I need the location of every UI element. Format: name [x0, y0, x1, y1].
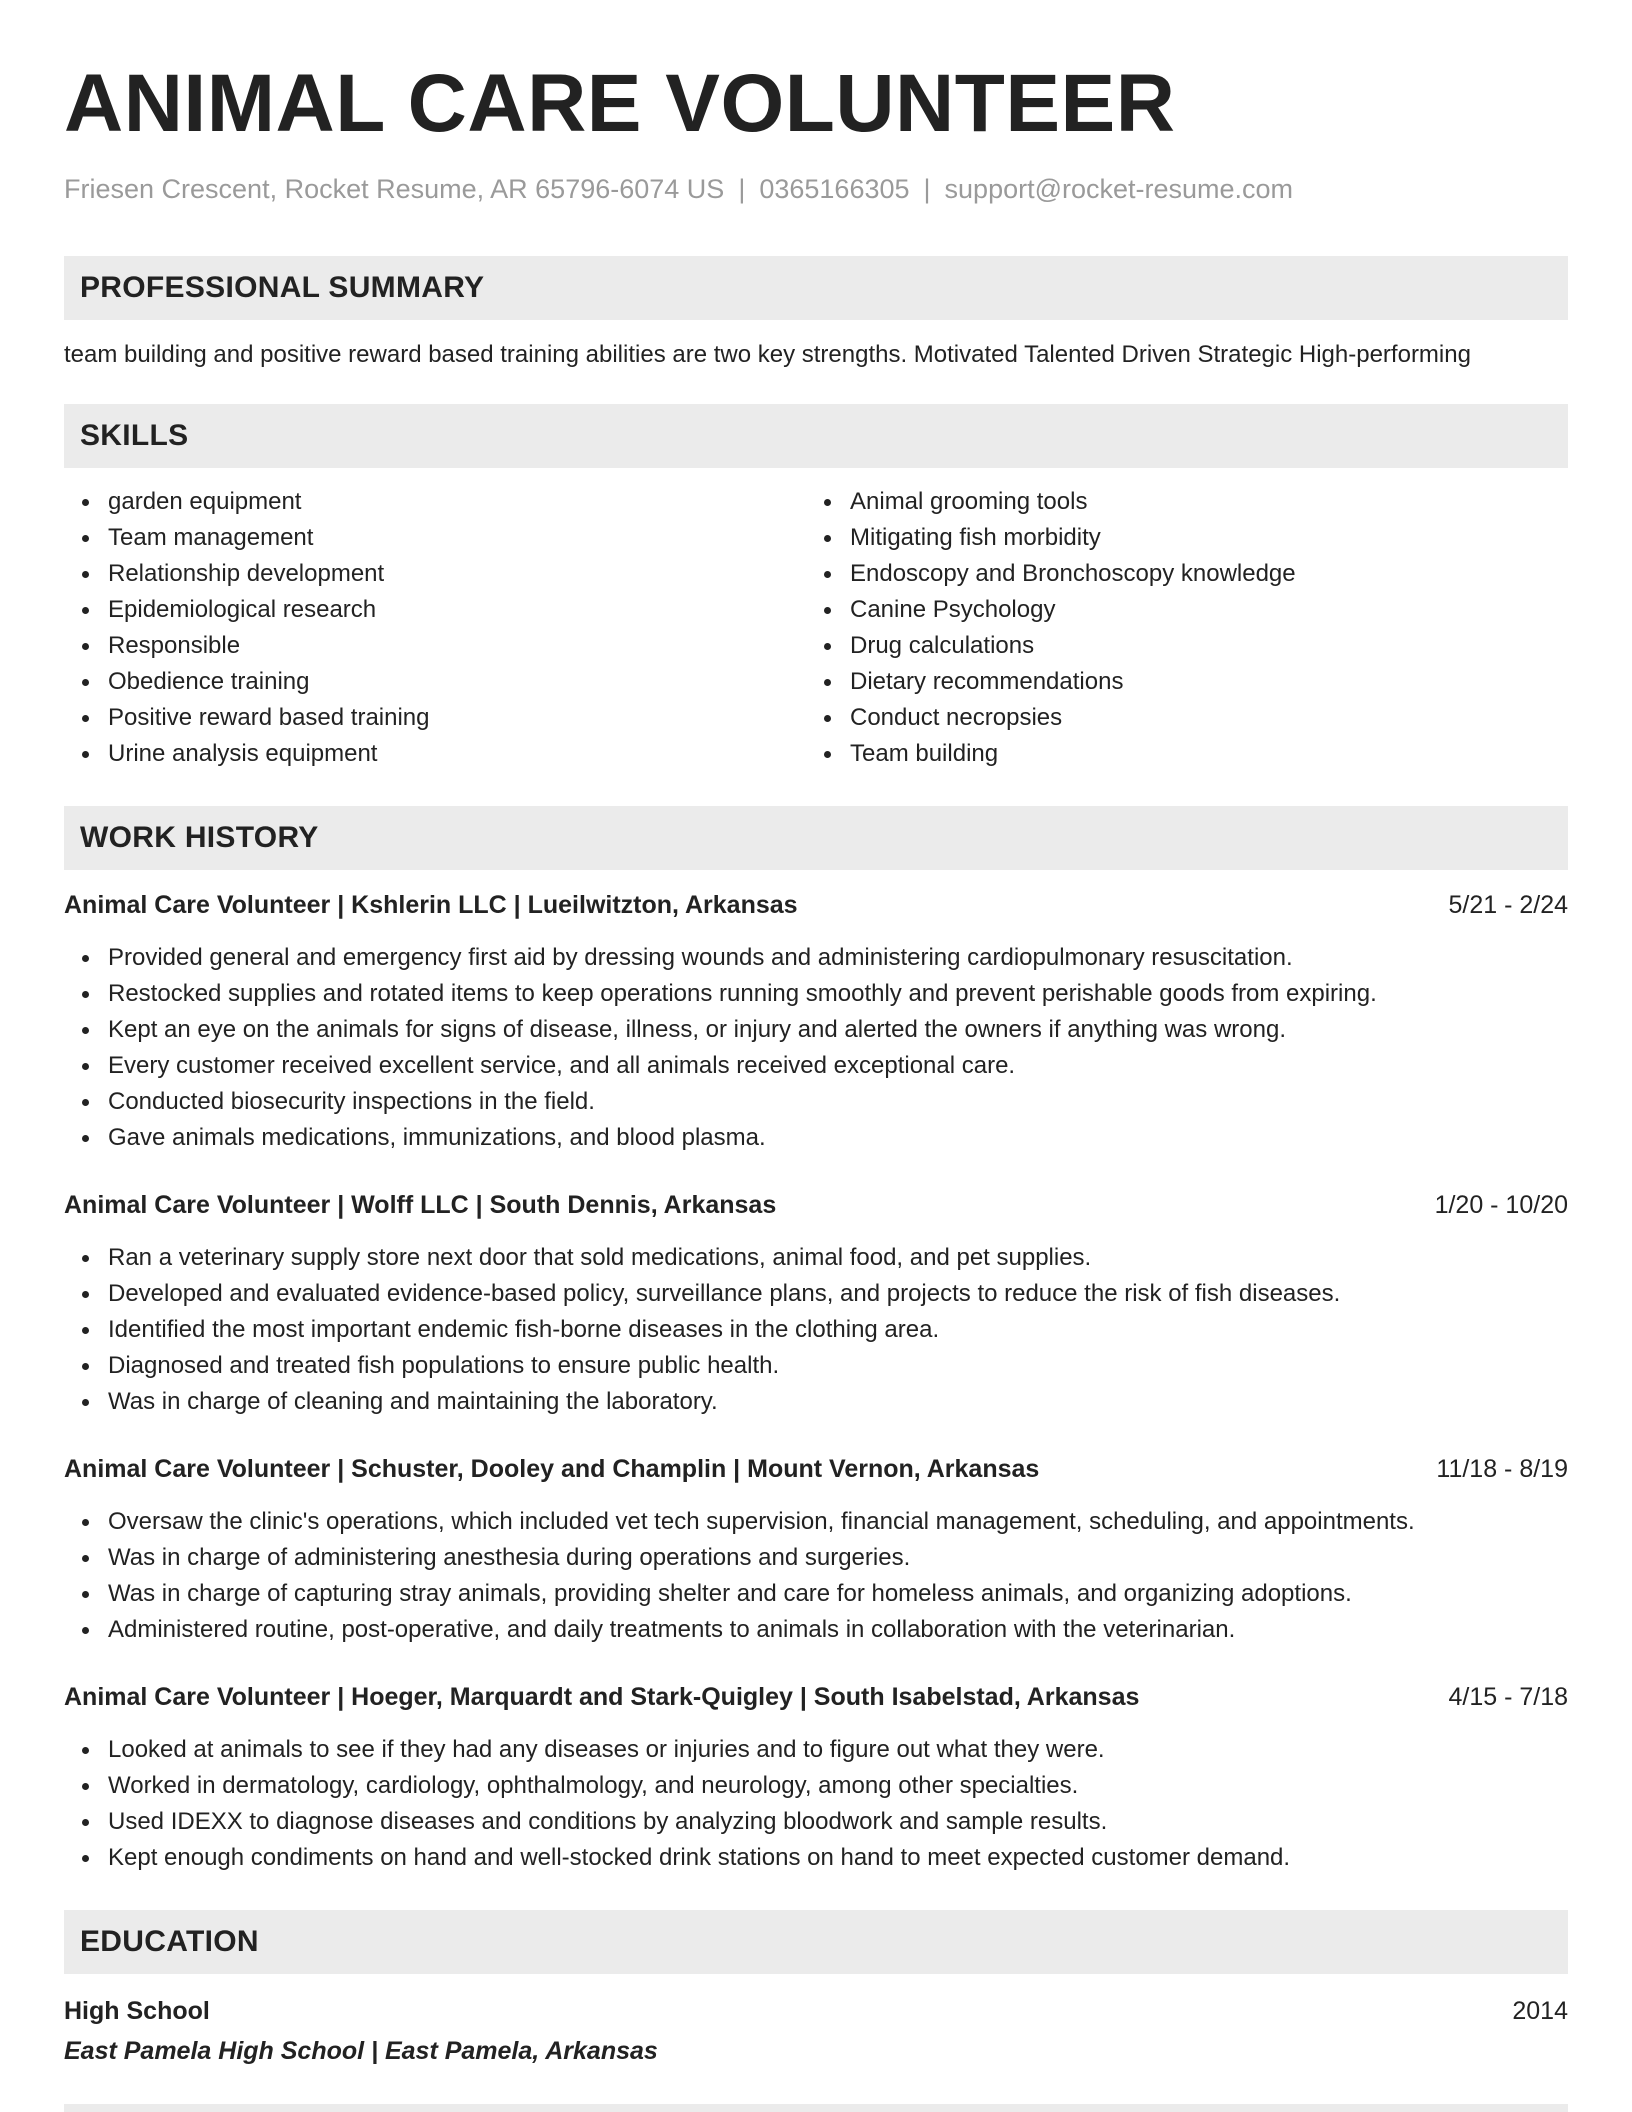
job-header — [64, 888, 1568, 922]
job-bullet: Every customer received excellent service, and all animals received exceptional care. — [108, 1048, 1568, 1084]
job-bullet: Conducted biosecurity inspections in the field. — [108, 1084, 1568, 1120]
job-bullet: Kept an eye on the animals for signs of disease, illness, or injury and alerted the owners if anything was wrong. — [108, 1012, 1568, 1048]
job-bullets — [64, 1504, 1568, 1648]
education-entry — [64, 1992, 1568, 2070]
skill-item: Dietary recommendations — [850, 664, 1548, 700]
job-bullet: Developed and evaluated evidence-based policy, surveillance plans, and projects to reduce the risk of fish diseases. — [108, 1276, 1568, 1312]
section-header-skills: SKILLS — [64, 404, 1568, 468]
job-entry — [64, 1188, 1568, 1420]
skill-item: Team management — [108, 520, 806, 556]
job-heading: Animal Care Volunteer | Wolff LLC | South Dennis, Arkansas — [64, 1191, 777, 1219]
education-header — [64, 1992, 1568, 2030]
job-bullets — [64, 940, 1568, 1156]
job-bullet: Restocked supplies and rotated items to keep operations running smoothly and prevent perishable goods from expiring. — [108, 976, 1568, 1012]
skill-item: garden equipment — [108, 484, 806, 520]
job-bullet: Oversaw the clinic's operations, which included vet tech supervision, financial management, scheduling, and appointments. — [108, 1504, 1568, 1540]
job-bullet: Kept enough condiments on hand and well-stocked drink stations on hand to meet expected customer demand. — [108, 1840, 1568, 1876]
contact-email: support@rocket-resume.com — [944, 174, 1294, 204]
education-school: East Pamela High School | East Pamela, Arkansas — [64, 2037, 658, 2065]
skill-item: Conduct necropsies — [850, 700, 1548, 736]
job-bullets — [64, 1732, 1568, 1876]
job-bullet: Worked in dermatology, cardiology, ophthalmology, and neurology, among other specialties. — [108, 1768, 1568, 1804]
job-header — [64, 1452, 1568, 1486]
section-header-education: EDUCATION — [64, 1910, 1568, 1974]
skill-item: Responsible — [108, 628, 806, 664]
job-bullet: Was in charge of capturing stray animals, providing shelter and care for homeless animals, and organizing adoptions. — [108, 1576, 1568, 1612]
summary-text: team building and positive reward based training abilities are two key strengths. Motivated Talented Driven Strategic High-performing — [64, 341, 1471, 368]
skills-column-right — [806, 484, 1548, 772]
contact-address: Friesen Crescent, Rocket Resume, AR 65796-6074 US — [64, 174, 725, 204]
job-bullet: Was in charge of administering anesthesia during operations and surgeries. — [108, 1540, 1568, 1576]
bottom-divider — [64, 2104, 1568, 2112]
job-entry — [64, 1680, 1568, 1876]
job-bullets — [64, 1240, 1568, 1420]
job-entry — [64, 1452, 1568, 1648]
job-bullet: Provided general and emergency first aid by dressing wounds and administering cardiopulmonary resuscitation. — [108, 940, 1568, 976]
job-heading: Animal Care Volunteer | Hoeger, Marquardt and Stark-Quigley | South Isabelstad, Arkansas — [64, 1683, 1140, 1711]
job-bullet: Identified the most important endemic fish-borne diseases in the clothing area. — [108, 1312, 1568, 1348]
job-bullet: Diagnosed and treated fish populations to ensure public health. — [108, 1348, 1568, 1384]
skill-item: Epidemiological research — [108, 592, 806, 628]
job-bullet: Used IDEXX to diagnose diseases and conditions by analyzing bloodwork and sample results. — [108, 1804, 1568, 1840]
skill-item: Mitigating fish morbidity — [850, 520, 1548, 556]
section-header-summary: PROFESSIONAL SUMMARY — [64, 256, 1568, 320]
job-heading: Animal Care Volunteer | Kshlerin LLC | Lueilwitzton, Arkansas — [64, 891, 798, 919]
skill-item: Drug calculations — [850, 628, 1548, 664]
skill-item: Urine analysis equipment — [108, 736, 806, 772]
job-dates: 1/20 - 10/20 — [1434, 1191, 1568, 1219]
job-dates: 11/18 - 8/19 — [1436, 1455, 1568, 1483]
job-header — [64, 1680, 1568, 1714]
job-dates: 5/21 - 2/24 — [1448, 891, 1568, 919]
job-bullet: Was in charge of cleaning and maintaining the laboratory. — [108, 1384, 1568, 1420]
skill-item: Canine Psychology — [850, 592, 1548, 628]
job-bullet: Looked at animals to see if they had any diseases or injuries and to figure out what they were. — [108, 1732, 1568, 1768]
skills-column-left — [64, 484, 806, 772]
skill-item: Positive reward based training — [108, 700, 806, 736]
contact-line — [64, 172, 1568, 206]
skill-item: Team building — [850, 736, 1548, 772]
job-entry — [64, 888, 1568, 1156]
job-bullet: Administered routine, post-operative, and daily treatments to animals in collaboration with the veterinarian. — [108, 1612, 1568, 1648]
contact-separator: | — [923, 174, 931, 204]
skill-item: Endoscopy and Bronchoscopy knowledge — [850, 556, 1548, 592]
education-year: 2014 — [1512, 1997, 1568, 2025]
candidate-name: ANIMAL CARE VOLUNTEER — [64, 58, 1176, 149]
job-header — [64, 1188, 1568, 1222]
skills-grid — [64, 484, 1568, 772]
job-bullet: Ran a veterinary supply store next door that sold medications, animal food, and pet supplies. — [108, 1240, 1568, 1276]
skill-item: Obedience training — [108, 664, 806, 700]
job-bullet: Gave animals medications, immunizations, and blood plasma. — [108, 1120, 1568, 1156]
skill-item: Relationship development — [108, 556, 806, 592]
section-header-work-history: WORK HISTORY — [64, 806, 1568, 870]
job-heading: Animal Care Volunteer | Schuster, Dooley and Champlin | Mount Vernon, Arkansas — [64, 1455, 1040, 1483]
job-dates: 4/15 - 7/18 — [1448, 1683, 1568, 1711]
contact-separator: | — [738, 174, 746, 204]
skill-item: Animal grooming tools — [850, 484, 1548, 520]
education-degree: High School — [64, 1997, 210, 2025]
contact-phone: 0365166305 — [759, 174, 910, 204]
